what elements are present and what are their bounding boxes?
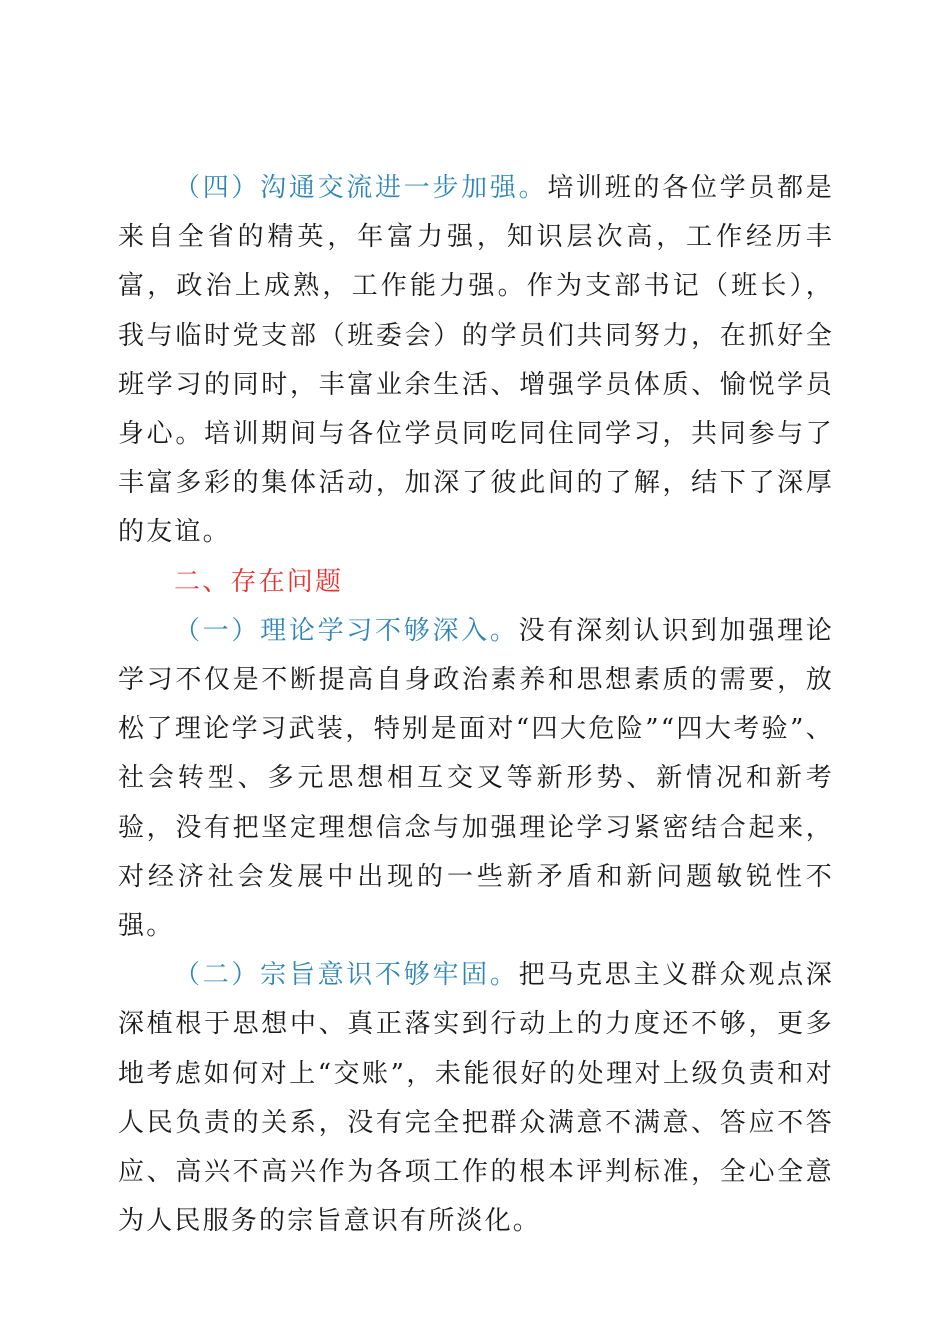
paragraph-purpose-awareness-text: 把马克思主义群众观点深深植根于思想中、真正落实到行动上的力度还不够，更多地考虑如何对上“交账”，未能很好的处理对上级负责和对人民负责的关系，没有完全把群众满意不满意、答应不答应、高兴不高兴作为各项工作的根本评判标准，全心全意为人民服务的宗旨意识有所淡化。 <box>118 960 835 1237</box>
paragraph-communication-text: 培训班的各位学员都是来自全省的精英，年富力强，知识层次高，工作经历丰富，政治上成熟，工作能力强。作为支部书记（班长），我与临时党支部（班委会）的学员们共同努力，在抓好全班学习的同时，丰富业余生活、增强学员体质、愉悦学员身心。培训期间与各位学员同吃同住同学习，共同参与了丰富多彩的集体活动，加深了彼此间的了解，结下了深厚的友谊。 <box>118 173 834 548</box>
section-heading-problems-text: 二、存在问题 <box>174 566 344 597</box>
subheading-purpose-awareness: （二）宗旨意识不够牢固。 <box>174 960 519 991</box>
paragraph-theory-study <box>118 607 834 951</box>
paragraph-purpose-awareness <box>118 951 834 1246</box>
section-heading-problems <box>118 558 834 607</box>
paragraph-communication <box>118 164 834 558</box>
subheading-communication: （四）沟通交流进一步加强。 <box>174 173 548 203</box>
subheading-theory-study: （一）理论学习不够深入。 <box>174 615 519 646</box>
document-body <box>118 164 834 1246</box>
paragraph-theory-study-text: 没有深刻认识到加强理论学习不仅是不断提高自身政治素养和思想素质的需要，放松了理论学习武装，特别是面对“四大危险”“四大考验”、社会转型、多元思想相互交叉等新形势、新情况和新考验，没有把坚定理想信念与加强理论学习紧密结合起来，对经济社会发展中出现的一些新矛盾和新问题敏锐性不强。 <box>118 615 835 942</box>
